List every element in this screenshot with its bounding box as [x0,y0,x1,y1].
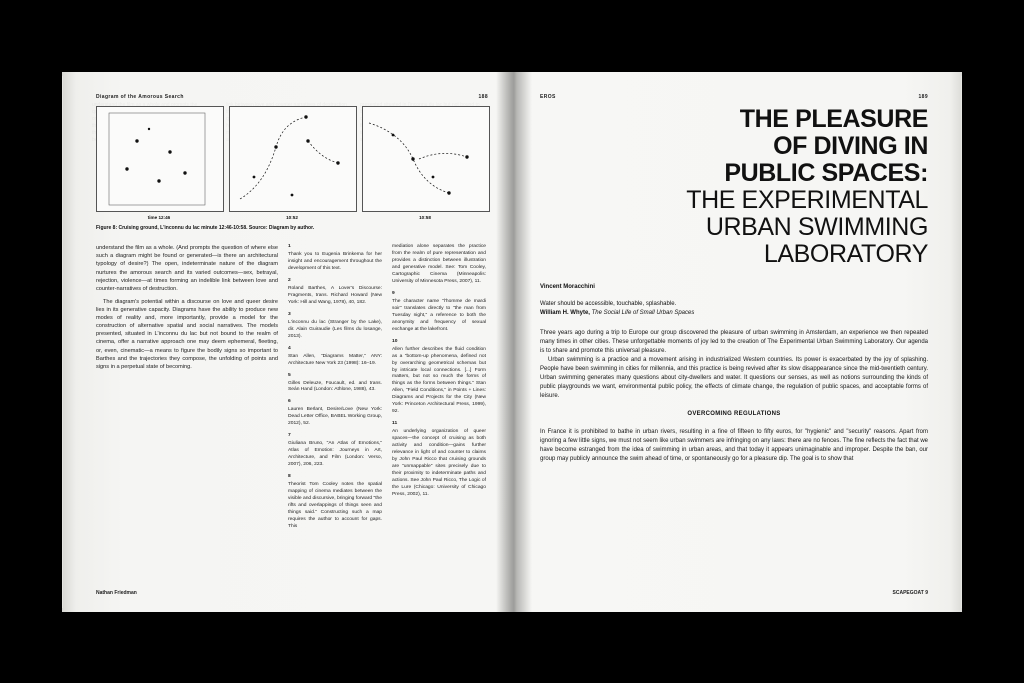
left-running-head [96,94,488,100]
left-page-body [96,244,488,535]
note-number: 2 [288,278,291,284]
diagram-panel-3 [362,106,490,212]
epigraph-attribution [540,309,928,318]
notes-column-2 [392,244,486,535]
left-running-head-title: Diagram of the Amorous Search [96,94,184,100]
note-text: Gilles Deleuze, Foucault, ed. and trans. Seán Hand (London: Athlone, 1988), 43. [288,380,382,393]
note-text: Roland Barthes, A Lover's Discourse: Fragments, trans. Richard Howard (New York: Hill and Wang, 1978), 40, 182. [288,286,382,305]
note-number: 3 [288,311,291,317]
headline-line-3: PUBLIC SPACES: [724,159,928,187]
headline-line-5: URBAN SWIMMING [705,213,928,241]
article-body-after [540,428,928,464]
figure-row [96,106,488,220]
headline-line-1: THE PLEASURE [739,105,928,133]
note-text: Lauren Berlant, Desire/Love (New York: Dead Letter Office, BABEL Working Group, 2012), 52. [288,407,382,427]
notes-column-1 [288,244,382,535]
note-number: 9 [392,290,395,296]
figure-cell-3 [362,106,488,220]
right-running-head [540,94,928,100]
body-paragraph: Urban swimming is a practice and a movement arising in industrialized Western countries. Its power is exacerbated by the joy of splashing. People have been swimming in cities for millennia, and this practice is being revived after its slow disappearance since the mid-twentieth century. Urban swimming generates many questions about city-dwellers and water. It questions our senses, as well as notions surrounding the kinds of public playgrounds we want, environmental public policy, the effects of climate change, the regulation of public spaces, and acceptable forms of leisure. [540,357,928,399]
figure-cell-2 [229,106,355,220]
open-book [62,72,962,612]
note-number: 6 [288,399,291,405]
article-author: Vincent Moracchini [540,284,595,290]
note-text: Allen further describes the fluid condition as a "bottom-up phenomena, defined not by overarching geometrical schemas but by intricate local connections. [...] Form matters, but not so much the forms of things as the forms between things." Stan Allen, "Field Conditions," in Points + Lines: Diagrams and Projects for the City (New York: Princeton Architectural Press, 1999), 92. [392,346,486,415]
epigraph-source: William H. Whyte, [540,310,590,316]
note-item [288,433,382,469]
right-page-byline: SCAPEGOAT 9 [892,590,928,596]
note-item [392,291,486,334]
article-headline [540,106,928,268]
note-number: 7 [288,433,291,439]
note-text: Thank you to Eugenia Brinkema for her insight and encouragement throughout the development of this text. [288,252,382,272]
figure-time-1: time 12:46 [147,215,171,220]
right-page [514,72,962,612]
epigraph-line: Water should be accessible, touchable, splashable. [540,301,677,307]
note-number: 4 [288,345,291,351]
figure-caption: Figure 8: Cruising ground, L'inconnu du lac minute 12:46-10:58. Source: Diagram by author. [96,225,315,231]
left-paragraph: understand the film as a whole. (And prompts the question of where else such a diagram might be found or generated—is there an architectural typology of desire?) The open, indeterminate nature of the diagram nurtures the amorous search and its varied outcomes—sex, betrayal, rejection, violence—at times forming an indelible link between love and counter-narratives of destruction. [96,245,278,292]
section-heading: OVERCOMING REGULATIONS [687,411,781,417]
figure-cell-1 [96,106,222,220]
headline-line-2: OF DIVING IN [773,132,928,160]
diagram-svg-1 [97,107,223,211]
note-item [288,312,382,341]
note-number: 10 [392,338,398,344]
right-folio: 189 [918,94,928,100]
note-text: Theorist Tom Cooley notes the spatial mapping of cinema mediates between the visible and discursive, bringing forward "the rifts and overlappings of things seen and things said." Constructing such a map requires the author to account for gaps. This [288,481,382,529]
note-item [288,244,382,273]
figure-time-3: 10:58 [419,215,431,220]
left-paragraph: The diagram's potential within a discourse on love and queer desire lies in its generative capacity. Diagrams have the ability to produce new modes of reality and, more importantly, provide a model for the construction of alternative spatial and social narratives. The models presented, situated in L'inconnu du lac but not bound to the realm of cinema, offer a narrative approach one may deem ephemeral, fleeting, or, even, cinematic—a means to figure the bodily signs so important to Barthes and the trajectories they compose, the unfolding of points and signs in a perpetual state of becoming. [96,298,278,370]
note-item [288,474,382,531]
diagram-panel-1 [96,106,224,212]
left-page-byline: Nathan Friedman [96,590,137,596]
left-page [62,72,514,612]
diagram-panel-2 [229,106,357,212]
note-item [392,244,486,286]
body-paragraph: Three years ago during a trip to Europe our group discovered the pleasure of urban swimming in Amsterdam, an experience we then repeated many times in other cities. These unforgettable moments of joy led to the creation of The Experimental Urban Swimming Laboratory. Our agenda is to share and promote this universal pleasure. [540,330,928,354]
right-page-edge [961,76,962,608]
right-running-head-title: EROS [540,94,556,100]
note-item [288,278,382,307]
figure-time-2: 10:52 [286,215,298,220]
body-paragraph: In France it is prohibited to bathe in urban rivers, resulting in a fine of fifteen to fifty euros, for "hygienic" and "security" reasons. Apart from ignoring a few little signs, we must not seem like urban swimmers are infringing on any laws: there are no fences. The fine reflects the fact that we have become estranged from the idea of swimming in urban areas, and that today it appears unimaginable and improper. Despite the ban, our group may publicly announce the swim ahead of time, or spontaneously go for a pleasure dip. The goal is to show that [540,429,928,462]
note-number: 11 [392,421,398,427]
note-text: Stan Allen, "Diagrams Matter," ANY: Architecture New York 23 (1998): 16–19. [288,353,382,366]
note-item [288,399,382,428]
headline-line-4: THE EXPERIMENTAL [686,186,928,214]
note-item [288,346,382,368]
note-number: 1 [288,244,291,250]
note-text: The character name "l'homme de mardi soir" translates directly to "the man from Tuesday night," a reference to both the anonymity and frequency of sexual exchange at the lakefront. [392,298,486,332]
article-body [540,329,928,401]
headline-line-6: LABORATORY [763,240,928,268]
note-number: 5 [288,372,291,378]
left-folio: 188 [478,94,488,100]
left-page-edge [62,76,63,608]
epigraph-source-title: The Social Life of Small Urban Spaces [591,310,695,316]
note-text: mediation alone separates the practice from the realm of pure representation and provides a distinction between illustration and generative model. See: Tom Cooley, Cartographic Cinema (Minneapolis: University of Minnesota Press, 2007), 11. [392,244,486,285]
article-epigraph [540,300,928,318]
note-item [288,373,382,395]
diagram-svg-2 [230,107,356,211]
note-text: An underlying organization of queer spaces—the concept of cruising as both activity and condition—gains further relevance in light of and counter to claims by John Paul Ricco that cruising grounds are "unmappable" sites precisely due to their proximity to indeterminate paths and actions. See John Paul Ricco, The Logic of the Lure (Chicago: University of Chicago Press, 2002), 11. [392,429,486,497]
note-item [392,421,486,498]
note-number: 8 [288,473,291,479]
note-text: L'inconnu du lac (Stranger by the Lake), dir. Alain Guiraudie (Les films du losange, 2013). [288,319,382,339]
diagram-svg-3 [363,107,489,211]
left-main-column [96,244,278,535]
note-text: Giuliana Bruno, "An Atlas of Emotions," Atlas of Emotion: Journeys in Art, Architecture, and Film (London: Verso, 2007), 206, 223. [288,441,382,468]
note-item [392,339,486,416]
